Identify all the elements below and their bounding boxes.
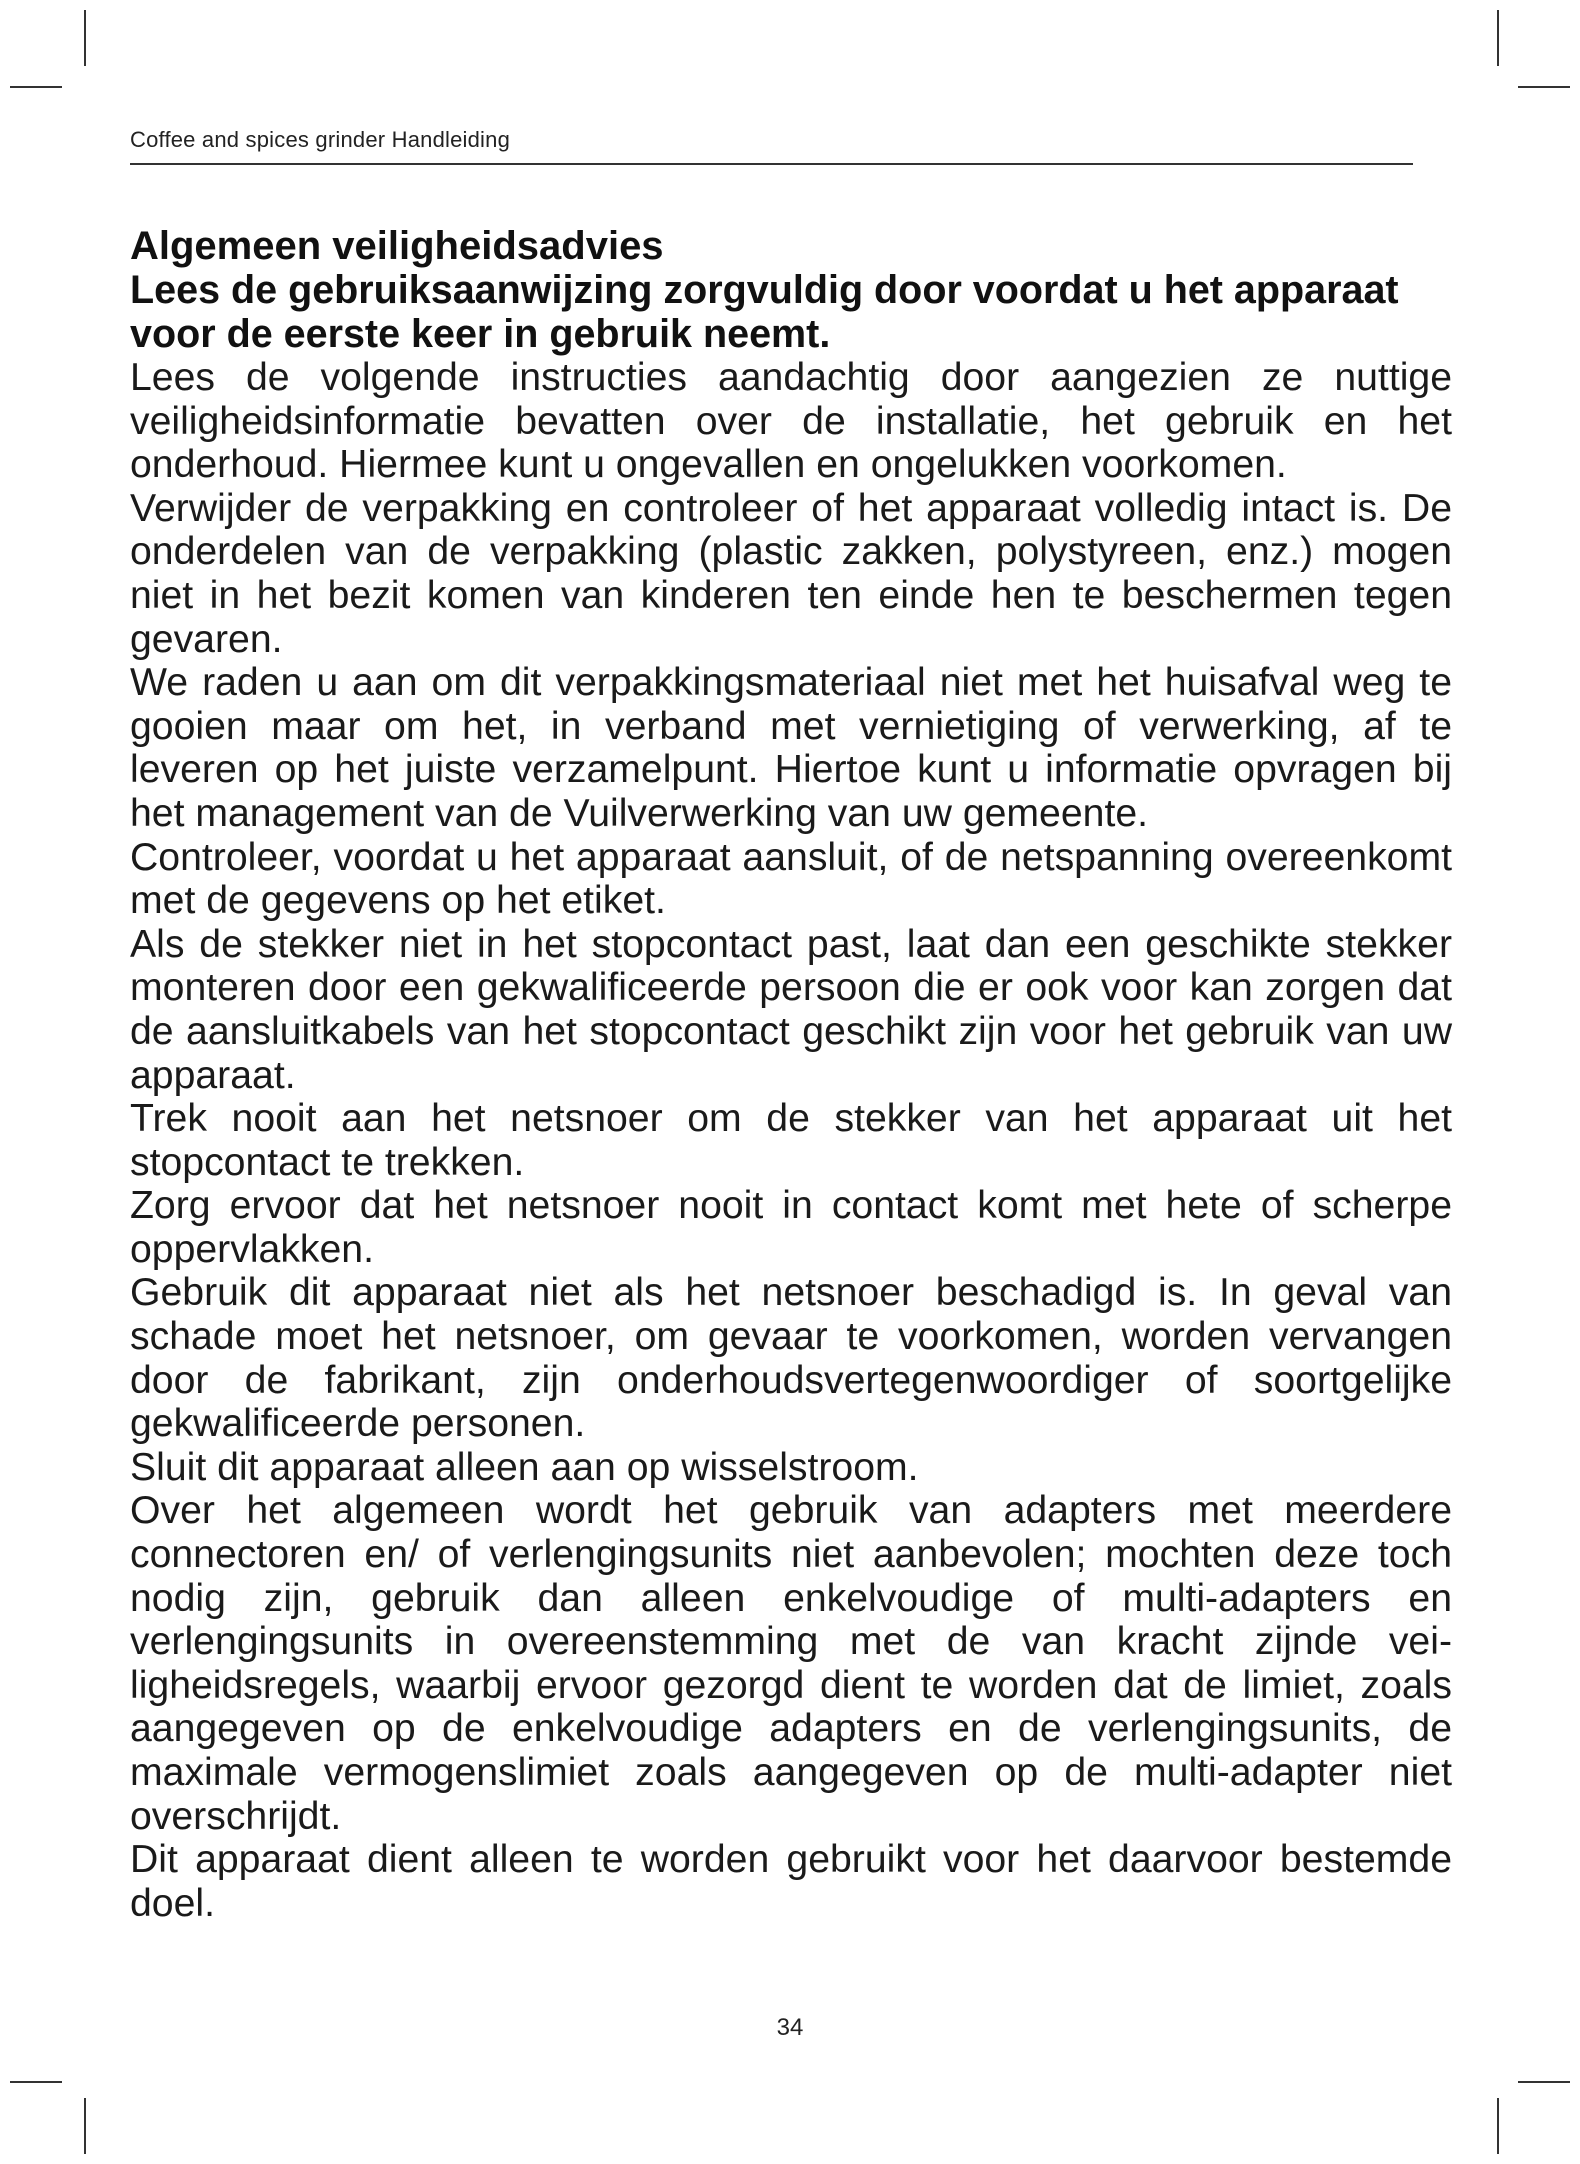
paragraph-voltage: Controleer, voordat u het apparaat aansluit, of de netspanning overeenkomt met de gegevens op het etiket.: [130, 835, 1452, 923]
crop-mark-bottom-left-vertical: [84, 2098, 86, 2154]
running-header: Coffee and spices grinder Handleiding: [130, 127, 511, 152]
document-body: [130, 224, 1452, 1925]
crop-mark-bottom-left-horizontal: [10, 2081, 62, 2083]
header-rule: [130, 163, 1413, 165]
paragraph-cord-surfaces: Zorg ervoor dat het netsnoer nooit in contact komt met hete of scherpe oppervlakken.: [130, 1184, 1452, 1271]
crop-mark-bottom-right-vertical: [1497, 2098, 1499, 2154]
crop-mark-top-left-horizontal: [10, 86, 62, 88]
paragraph-intended-use: Dit apparaat dient alleen te worden gebruikt voor het daarvoor bestemde doel.: [130, 1838, 1452, 1925]
crop-mark-bottom-right-horizontal: [1518, 2081, 1570, 2083]
paragraph-disposal: We raden u aan om dit verpakkingsmateriaal niet met het huisafval weg te gooien maar om het, in verband met vernietiging of verwerking, af te leveren op het juiste verzamelpunt. Hiertoe kunt u informatie opvragen bij het management van de Vuilverwerking van uw gemeente.: [130, 661, 1452, 835]
paragraph-cord-pull: Trek nooit aan het netsnoer om de stekker van het apparaat uit het stopcontact te trekken.: [130, 1097, 1452, 1184]
crop-mark-top-right-vertical: [1497, 10, 1499, 66]
section-title: Algemeen veiligheidsadvies: [130, 224, 664, 268]
paragraph-instructions: Lees de volgende instructies aandachtig door aangezien ze nuttige veiligheidsinformatie bevatten over de installatie, het gebruik en het onderhoud. Hiermee kunt u ongevallen en ongelukken voorkomen.: [130, 356, 1452, 487]
paragraph-plug: Als de stekker niet in het stopcontact past, laat dan een geschikte stekker monteren door een gekwalificeerde persoon die er ook voor kan zorgen dat de aansluitkabels van het stopcontact geschikt zijn voor het gebruik van uw apparaat.: [130, 922, 1452, 1097]
section-subtitle: Lees de gebruiksaanwijzing zorgvuldig door voordat u het apparaat voor de eerste keer in gebruik neemt.: [130, 268, 1399, 356]
paragraph-ac-only: Sluit dit apparaat alleen aan op wisselstroom.: [130, 1445, 919, 1489]
paragraph-packaging: Verwijder de verpakking en controleer of het apparaat volledig intact is. De onderdelen van de verpakking (plastic zakken, polystyreen, enz.) mogen niet in het bezit komen van kinderen ten einde hen te beschermen tegen gevaren.: [130, 486, 1452, 661]
paragraph-adapters: Over het algemeen wordt het gebruik van adapters met meerdere connectoren en/ of verlengingsunits niet aanbevolen; mochten deze toch nodig zijn, gebruik dan alleen enkelvoudige of multi-adapters en verlengingsunits in overeenstemming met de van kracht zijnde veiligheidsregels, waarbij ervoor gezorgd dient te worden dat de limiet, zoals aangegeven op de enkelvoudige adapters en de verlengingsunits, de maximale vermogenslimiet zoals aangegeven op de multi-adapter niet overschrijdt.: [130, 1489, 1452, 1838]
paragraph-damaged-cord: Gebruik dit apparaat niet als het netsnoer beschadigd is. In geval van schade moet het netsnoer, om gevaar te voorkomen, worden vervangen door de fabrikant, zijn onderhoudsvertegenwoordiger of soortgelijke gekwalificeerde personen.: [130, 1271, 1452, 1446]
page-number: 34: [776, 2014, 804, 2041]
crop-mark-top-left-vertical: [84, 10, 86, 66]
crop-mark-top-right-horizontal: [1518, 86, 1570, 88]
